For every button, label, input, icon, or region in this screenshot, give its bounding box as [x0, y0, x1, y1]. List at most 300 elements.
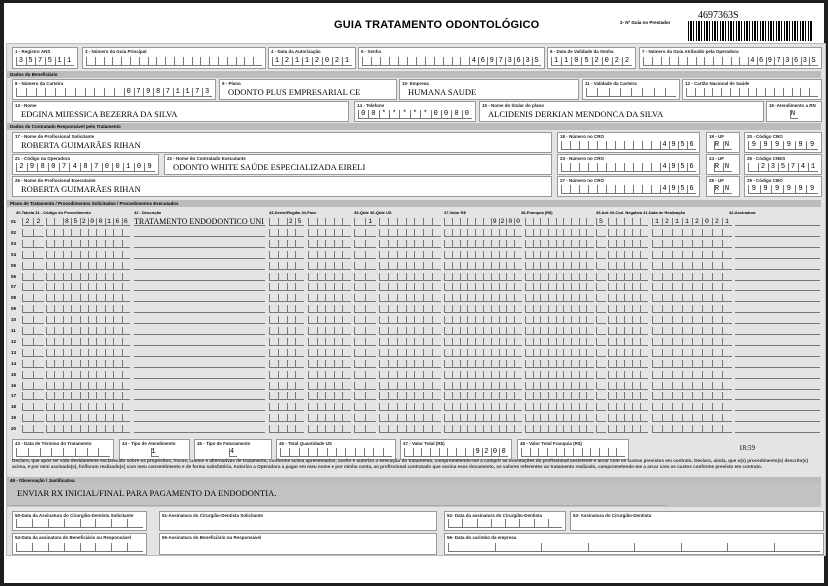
cell-tabela[interactable] — [22, 392, 44, 400]
cell-descricao[interactable] — [134, 262, 265, 270]
cell-valor[interactable] — [444, 240, 522, 248]
cell-qtde[interactable] — [354, 360, 376, 368]
cell-qtde[interactable] — [354, 414, 376, 422]
field-value-cells[interactable] — [643, 57, 821, 66]
field-f4[interactable] — [268, 47, 356, 69]
cell-cod-neg[interactable] — [608, 305, 648, 313]
observation-area[interactable] — [7, 483, 821, 507]
cell-codigo[interactable] — [46, 240, 130, 248]
cell-codigo[interactable] — [46, 316, 130, 324]
field-value-cells[interactable] — [229, 448, 240, 457]
cell-descricao[interactable] — [134, 283, 265, 291]
cell-valor[interactable] — [444, 382, 522, 390]
cell-descricao[interactable] — [134, 425, 265, 433]
cell-qtde[interactable] — [354, 294, 376, 302]
field-value[interactable]: HUMANA SAUDE — [408, 87, 477, 97]
field-value-cells[interactable] — [748, 185, 822, 194]
field-f26[interactable] — [12, 176, 552, 197]
field-f14[interactable] — [354, 101, 476, 122]
cell-dente[interactable] — [269, 371, 304, 379]
field-f45[interactable] — [194, 439, 272, 460]
cell-face[interactable] — [308, 251, 351, 259]
field-f21[interactable] — [12, 154, 159, 175]
cell-aut[interactable] — [596, 316, 606, 324]
cell-dente[interactable] — [269, 283, 304, 291]
field-f16[interactable] — [766, 101, 822, 122]
field-value-cells[interactable] — [448, 519, 562, 528]
cell-assinatura[interactable] — [735, 349, 820, 357]
field-value[interactable]: ROBERTA GUIMARÃES RIHAN — [21, 140, 141, 150]
field-f43[interactable] — [12, 439, 114, 460]
field-f13[interactable] — [12, 101, 349, 122]
cell-tabela[interactable] — [22, 414, 44, 422]
field-f46[interactable] — [276, 439, 396, 460]
cell-data[interactable] — [652, 240, 732, 248]
cell-face[interactable] — [308, 283, 351, 291]
cell-descricao[interactable] — [134, 294, 265, 302]
cell-data[interactable] — [652, 414, 732, 422]
cell-valor[interactable] — [444, 371, 522, 379]
cell-franquia[interactable] — [525, 403, 594, 411]
field-value-cells[interactable] — [521, 448, 625, 457]
cell-tabela[interactable] — [22, 403, 44, 411]
cell-codigo[interactable] — [46, 251, 130, 259]
cell-franquia[interactable] — [525, 294, 594, 302]
cell-dente[interactable] — [269, 294, 304, 302]
cell-valor[interactable] — [444, 360, 522, 368]
cell-qtde-us[interactable] — [379, 425, 441, 433]
cell-valor[interactable] — [444, 425, 522, 433]
field-value-cells[interactable] — [714, 141, 735, 150]
cell-dente[interactable] — [269, 349, 304, 357]
field-f23[interactable] — [557, 154, 700, 175]
cell-descricao[interactable] — [134, 240, 265, 248]
field-f3[interactable] — [82, 47, 266, 69]
field-f10[interactable] — [399, 79, 579, 100]
cell-face[interactable] — [308, 240, 351, 248]
cell-data[interactable] — [652, 371, 732, 379]
field-value-cells[interactable] — [748, 141, 822, 150]
cell-qtde-us[interactable] — [379, 305, 441, 313]
field-value-cells[interactable] — [280, 448, 392, 457]
field-f5[interactable] — [358, 47, 545, 69]
cell-qtde-us[interactable] — [379, 294, 441, 302]
cell-aut[interactable] — [596, 305, 606, 313]
cell-qtde-us[interactable] — [379, 360, 441, 368]
cell-qtde-us[interactable] — [379, 283, 441, 291]
cell-qtde[interactable] — [354, 425, 376, 433]
cell-qtde[interactable] — [354, 262, 376, 270]
cell-descricao[interactable] — [134, 305, 265, 313]
cell-qtde-us[interactable] — [379, 349, 441, 357]
cell-codigo[interactable] — [46, 305, 130, 313]
cell-qtde-us[interactable] — [379, 371, 441, 379]
cell-tabela[interactable] — [22, 251, 44, 259]
cell-descricao[interactable] — [134, 403, 265, 411]
cell-face[interactable] — [308, 305, 351, 313]
cell-assinatura[interactable] — [735, 382, 820, 390]
field-value-cells[interactable] — [16, 57, 77, 66]
cell-franquia[interactable] — [525, 262, 594, 270]
cell-franquia[interactable] — [525, 229, 594, 237]
cell-dente[interactable] — [269, 229, 304, 237]
cell-data[interactable] — [652, 294, 732, 302]
cell-valor[interactable] — [444, 283, 522, 291]
cell-cod-neg[interactable] — [608, 294, 648, 302]
cell-assinatura[interactable] — [735, 403, 820, 411]
cell-face[interactable] — [308, 327, 351, 335]
cell-aut[interactable] — [596, 382, 606, 390]
cell-cod-neg[interactable] — [608, 283, 648, 291]
cell-tabela[interactable] — [22, 338, 44, 346]
cell-data[interactable] — [652, 349, 732, 357]
cell-codigo[interactable] — [46, 262, 130, 270]
field-value-cells[interactable] — [16, 163, 159, 172]
cell-dente[interactable] — [269, 327, 304, 335]
cell-aut[interactable] — [596, 414, 606, 422]
field-f17[interactable] — [12, 132, 552, 153]
cell-face[interactable] — [308, 414, 351, 422]
cell-assinatura[interactable] — [735, 240, 820, 248]
cell-data[interactable] — [652, 338, 732, 346]
cell-dente[interactable] — [269, 240, 304, 248]
cell-franquia[interactable] — [525, 240, 594, 248]
cell-qtde[interactable] — [354, 338, 376, 346]
cell-data[interactable] — [652, 251, 732, 259]
cell-data[interactable] — [652, 382, 732, 390]
cell-codigo[interactable] — [46, 338, 130, 346]
field-value-cells[interactable] — [686, 88, 818, 97]
field-f12[interactable] — [682, 79, 822, 100]
cell-data[interactable] — [652, 316, 732, 324]
cell-descricao[interactable] — [134, 371, 265, 379]
field-f15[interactable] — [479, 101, 764, 122]
cell-qtde-us[interactable] — [379, 392, 441, 400]
cell-valor[interactable] — [444, 327, 522, 335]
cell-data[interactable] — [652, 392, 732, 400]
cell-qtde[interactable] — [354, 392, 376, 400]
cell-qtde-us[interactable] — [379, 327, 441, 335]
cell-aut[interactable] — [596, 392, 606, 400]
field-value-cells[interactable] — [358, 110, 476, 119]
field-value[interactable]: ALCIDENIS DERKIAN MENDONCA DA SILVA — [488, 109, 664, 119]
cell-data[interactable] — [652, 283, 732, 291]
cell-tabela[interactable] — [22, 327, 44, 335]
field-value-cells[interactable] — [551, 57, 635, 66]
cell-valor[interactable] — [444, 349, 522, 357]
cell-descricao[interactable] — [134, 360, 265, 368]
cell-dente[interactable] — [269, 360, 304, 368]
cell-descricao[interactable] — [134, 273, 265, 281]
field-value-cells[interactable] — [16, 448, 110, 457]
cell-dente[interactable] — [269, 403, 304, 411]
cell-qtde[interactable] — [354, 382, 376, 390]
field-f44[interactable] — [119, 439, 190, 460]
cell-dente[interactable] — [269, 251, 304, 259]
cell-descricao[interactable] — [134, 251, 265, 259]
cell-franquia[interactable] — [525, 360, 594, 368]
cell-franquia[interactable] — [525, 338, 594, 346]
field-value-cells[interactable] — [714, 185, 735, 194]
cell-dente[interactable] — [269, 262, 304, 270]
cell-qtde[interactable] — [354, 251, 376, 259]
cell-qtde[interactable] — [354, 240, 376, 248]
cell-cod-neg[interactable] — [608, 273, 648, 281]
cell-data[interactable] — [652, 229, 732, 237]
field-value-cells[interactable] — [404, 448, 511, 457]
cell-assinatura[interactable] — [735, 425, 820, 433]
field-f50[interactable] — [12, 511, 147, 531]
cell-qtde-us[interactable] — [379, 251, 441, 259]
cell-valor[interactable] — [444, 273, 522, 281]
cell-face[interactable] — [308, 294, 351, 302]
cell-assinatura[interactable] — [735, 273, 820, 281]
field-f27[interactable] — [557, 176, 700, 197]
cell-cod-neg[interactable] — [608, 414, 648, 422]
cell-dente[interactable] — [269, 316, 304, 324]
cell-aut[interactable] — [596, 229, 606, 237]
cell-descricao[interactable] — [134, 316, 265, 324]
cell-codigo[interactable] — [46, 229, 130, 237]
cell-qtde[interactable] — [354, 229, 376, 237]
field-value-cells[interactable] — [561, 163, 699, 172]
field-value[interactable]: ODONTO WHITE SAÚDE ESPECIALIZADA EIRELI — [173, 162, 366, 172]
cell-qtde-us[interactable] — [379, 316, 441, 324]
cell-tabela[interactable] — [22, 273, 44, 281]
cell-qtde-us[interactable] — [379, 240, 441, 248]
cell-tabela[interactable] — [22, 316, 44, 324]
field-value-cells[interactable] — [16, 543, 143, 552]
cell-cod-neg[interactable] — [608, 425, 648, 433]
cell-dente[interactable] — [269, 392, 304, 400]
cell-descricao[interactable]: TRATAMENTO ENDODÔNTICO UNI — [134, 218, 264, 226]
field-value-cells[interactable] — [748, 163, 821, 172]
cell-cod-neg[interactable] — [608, 316, 648, 324]
cell-valor[interactable] — [444, 316, 522, 324]
cell-face[interactable] — [308, 425, 351, 433]
cell-aut[interactable] — [596, 283, 606, 291]
cell-aut[interactable] — [596, 240, 606, 248]
field-value-cells[interactable] — [151, 448, 162, 457]
cell-data[interactable] — [652, 327, 732, 335]
cell-franquia[interactable] — [525, 371, 594, 379]
cell-qtde[interactable] — [354, 327, 376, 335]
cell-franquia[interactable] — [525, 283, 594, 291]
cell-franquia[interactable] — [525, 349, 594, 357]
cell-cod-neg[interactable] — [608, 240, 648, 248]
field-f52[interactable] — [444, 511, 566, 531]
cell-assinatura[interactable] — [735, 294, 820, 302]
cell-qtde[interactable] — [354, 283, 376, 291]
field-value[interactable]: EDGINA MIJESSICA BEZERRA DA SILVA — [21, 109, 178, 119]
field-value[interactable]: ODONTO PLUS EMPRESARIAL CE — [228, 87, 361, 97]
cell-dente[interactable] — [269, 382, 304, 390]
cell-qtde[interactable] — [354, 273, 376, 281]
cell-assinatura[interactable] — [735, 251, 820, 259]
field-value-cells[interactable] — [16, 519, 143, 528]
field-f1[interactable] — [12, 47, 78, 69]
cell-aut[interactable] — [596, 327, 606, 335]
field-value-cells[interactable] — [586, 88, 676, 97]
cell-tabela[interactable] — [22, 283, 44, 291]
cell-tabela[interactable] — [22, 240, 44, 248]
cell-cod-neg[interactable] — [608, 382, 648, 390]
field-f51[interactable] — [159, 511, 437, 531]
cell-descricao[interactable] — [134, 327, 265, 335]
field-f6[interactable] — [547, 47, 636, 69]
cell-cod-neg[interactable] — [608, 403, 648, 411]
cell-valor[interactable] — [444, 251, 522, 259]
field-f53[interactable] — [570, 511, 824, 531]
cell-valor[interactable] — [444, 305, 522, 313]
cell-dente[interactable] — [269, 338, 304, 346]
cell-qtde[interactable] — [354, 403, 376, 411]
field-f18[interactable] — [557, 132, 700, 153]
field-f9[interactable] — [219, 79, 397, 100]
cell-tabela[interactable] — [22, 349, 44, 357]
cell-face[interactable] — [308, 316, 351, 324]
field-value-cells[interactable] — [790, 110, 801, 119]
cell-qtde[interactable] — [354, 218, 380, 226]
cell-franquia[interactable] — [525, 414, 594, 422]
field-value-cells[interactable] — [86, 57, 262, 66]
cell-valor[interactable] — [444, 403, 522, 411]
cell-aut[interactable] — [596, 403, 606, 411]
cell-qtde[interactable] — [354, 349, 376, 357]
field-f8[interactable] — [12, 79, 216, 100]
cell-dente[interactable] — [269, 305, 304, 313]
cell-face[interactable] — [308, 349, 351, 357]
cell-valor[interactable] — [444, 414, 522, 422]
cell-assinatura[interactable] — [735, 327, 820, 335]
cell-codigo[interactable] — [46, 392, 130, 400]
cell-valor[interactable] — [444, 294, 522, 302]
cell-franquia[interactable] — [525, 316, 594, 324]
cell-codigo[interactable] — [46, 273, 130, 281]
cell-cod-neg[interactable] — [608, 360, 648, 368]
cell-tabela[interactable] — [22, 262, 44, 270]
cell-face[interactable] — [308, 262, 351, 270]
cell-cod-neg[interactable] — [608, 338, 648, 346]
field-f48[interactable] — [517, 439, 629, 460]
field-f55[interactable] — [159, 533, 437, 555]
field-f47[interactable] — [400, 439, 512, 460]
cell-assinatura[interactable] — [735, 218, 820, 226]
cell-franquia[interactable] — [525, 382, 594, 390]
cell-data[interactable] — [652, 262, 732, 270]
cell-data[interactable] — [652, 305, 732, 313]
cell-face[interactable] — [308, 338, 351, 346]
cell-franquia[interactable] — [525, 425, 594, 433]
field-value-cells[interactable] — [16, 88, 215, 97]
cell-qtde[interactable] — [354, 316, 376, 324]
cell-dente[interactable] — [269, 218, 307, 226]
cell-cod-neg[interactable] — [608, 392, 648, 400]
cell-tabela[interactable] — [22, 371, 44, 379]
cell-franquia[interactable] — [525, 327, 594, 335]
cell-aut[interactable] — [596, 218, 610, 226]
cell-codigo[interactable] — [46, 371, 130, 379]
cell-assinatura[interactable] — [735, 305, 820, 313]
cell-qtde-us[interactable] — [379, 218, 441, 226]
cell-face[interactable] — [308, 371, 351, 379]
cell-codigo[interactable] — [46, 283, 130, 291]
cell-aut[interactable] — [596, 338, 606, 346]
cell-cod-neg[interactable] — [608, 262, 648, 270]
field-value-cells[interactable] — [272, 57, 355, 66]
cell-assinatura[interactable] — [735, 316, 820, 324]
field-f29[interactable] — [744, 176, 822, 197]
field-f28[interactable] — [706, 176, 740, 197]
cell-cod-neg[interactable] — [608, 251, 648, 259]
cell-aut[interactable] — [596, 294, 606, 302]
cell-aut[interactable] — [596, 371, 606, 379]
cell-data[interactable] — [652, 403, 732, 411]
cell-aut[interactable] — [596, 425, 606, 433]
cell-aut[interactable] — [596, 251, 606, 259]
cell-qtde-us[interactable] — [379, 338, 441, 346]
cell-descricao[interactable] — [134, 349, 265, 357]
cell-qtde[interactable] — [354, 371, 376, 379]
cell-face[interactable] — [308, 273, 351, 281]
cell-codigo[interactable] — [46, 349, 130, 357]
cell-codigo[interactable] — [46, 382, 130, 390]
cell-face[interactable] — [308, 392, 351, 400]
cell-codigo[interactable] — [46, 403, 130, 411]
cell-assinatura[interactable] — [735, 414, 820, 422]
field-f11[interactable] — [582, 79, 680, 100]
cell-valor[interactable] — [444, 338, 522, 346]
cell-face[interactable] — [308, 360, 351, 368]
cell-data[interactable] — [652, 425, 732, 433]
cell-valor[interactable] — [444, 229, 522, 237]
cell-cod-neg[interactable] — [608, 371, 648, 379]
cell-franquia[interactable] — [525, 392, 594, 400]
cell-assinatura[interactable] — [735, 229, 820, 237]
cell-cod-neg[interactable] — [608, 327, 648, 335]
cell-assinatura[interactable] — [735, 283, 820, 291]
cell-face[interactable] — [308, 229, 351, 237]
cell-descricao[interactable] — [134, 229, 265, 237]
cell-franquia[interactable] — [525, 273, 594, 281]
cell-tabela[interactable] — [22, 425, 44, 433]
cell-dente[interactable] — [269, 273, 304, 281]
cell-dente[interactable] — [269, 425, 304, 433]
cell-cod-neg[interactable] — [608, 218, 648, 226]
field-f20[interactable] — [744, 132, 822, 153]
field-f22[interactable] — [164, 154, 552, 175]
cell-qtde-us[interactable] — [379, 414, 441, 422]
cell-data[interactable] — [652, 273, 732, 281]
cell-franquia[interactable] — [525, 218, 594, 226]
field-value-cells[interactable] — [448, 543, 820, 552]
cell-franquia[interactable] — [525, 251, 594, 259]
cell-qtde-us[interactable] — [379, 262, 441, 270]
field-f25[interactable] — [744, 154, 822, 175]
cell-franquia[interactable] — [525, 305, 594, 313]
cell-descricao[interactable] — [134, 382, 265, 390]
cell-valor[interactable] — [444, 262, 522, 270]
cell-codigo[interactable] — [46, 294, 130, 302]
cell-qtde[interactable] — [354, 305, 376, 313]
cell-data[interactable] — [652, 218, 736, 226]
cell-codigo[interactable] — [46, 360, 130, 368]
field-value-cells[interactable] — [714, 163, 735, 172]
cell-qtde-us[interactable] — [379, 229, 441, 237]
field-f7[interactable] — [639, 47, 822, 69]
cell-valor[interactable] — [444, 392, 522, 400]
field-value-cells[interactable] — [561, 185, 699, 194]
